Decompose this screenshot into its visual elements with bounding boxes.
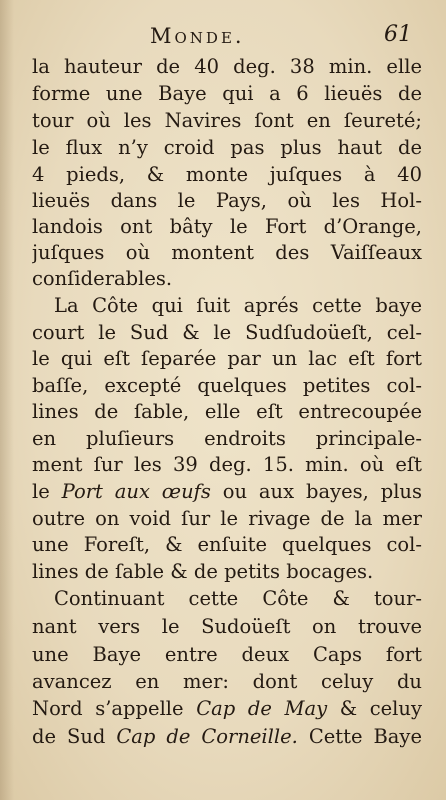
italic-place-name: Cap de May [196,697,328,720]
text-line: lieuës dans le Pays, où les Hol- [32,189,422,212]
text-line: une Baye entre deux Caps fort [32,643,422,666]
text-run: Nord s’appelle [32,697,197,720]
text-line: une Foreſt, & enſuite quelques col- [32,533,422,556]
text-line: en pluſieurs endroits principale- [32,427,422,450]
text-line: le qui eſt ſeparée par un lac eſt fort [32,347,422,370]
text-run: Cette Baye [297,725,422,748]
text-line: landois ont bâty le Fort d’Orange, [32,215,422,238]
text-line: nant vers le Sudoüeſt on trouve [32,615,422,638]
text-run: ou aux bayes, plus [210,480,422,503]
text-line: lines de ſable & de petits bocages. [32,560,374,583]
text-run: & celuy [327,697,422,720]
text-line: forme une Baye qui a 6 lieuës de [32,82,422,105]
text-line-mixed [32,480,422,504]
paragraph-start-line: Continuant cette Côte & tour- [54,587,422,610]
text-run: le [32,480,62,503]
page-gutter-shadow [0,0,14,800]
running-head: Monde. [150,24,245,48]
text-run: de Sud [32,725,117,748]
text-line: la hauteur de 40 deg. 38 min. elle [32,55,422,78]
text-line-mixed [32,697,422,721]
paragraph-start-line: La Côte qui ſuit aprés cette baye [54,294,422,317]
text-line: 4 pieds, & monte juſques à 40 [32,163,422,186]
text-line: lines de ſable, elle eſt entrecoupée [32,400,422,423]
italic-place-name: Port aux œufs [61,480,211,503]
text-line: court le Sud & le Sudſudoüeſt, cel- [32,321,422,344]
text-line: ment ſur les 39 deg. 15. min. où eſt [32,453,422,476]
page-number: 61 [384,22,412,47]
italic-place-name: Cap de Corneille. [116,725,298,748]
text-line: outre on void ſur le rivage de la mer [32,507,422,530]
text-line: baſſe, excepté quelques petites col- [32,374,422,397]
text-line: avancez en mer: dont celuy du [32,670,422,693]
text-line: le flux n’y croid pas plus haut de [32,136,422,159]
text-line-mixed [32,725,422,749]
text-line: conſiderables. [32,267,173,290]
text-line: juſques où montent des Vaiſſeaux [32,241,422,264]
text-line: tour où les Navires ſont en ſeureté; [32,109,422,132]
